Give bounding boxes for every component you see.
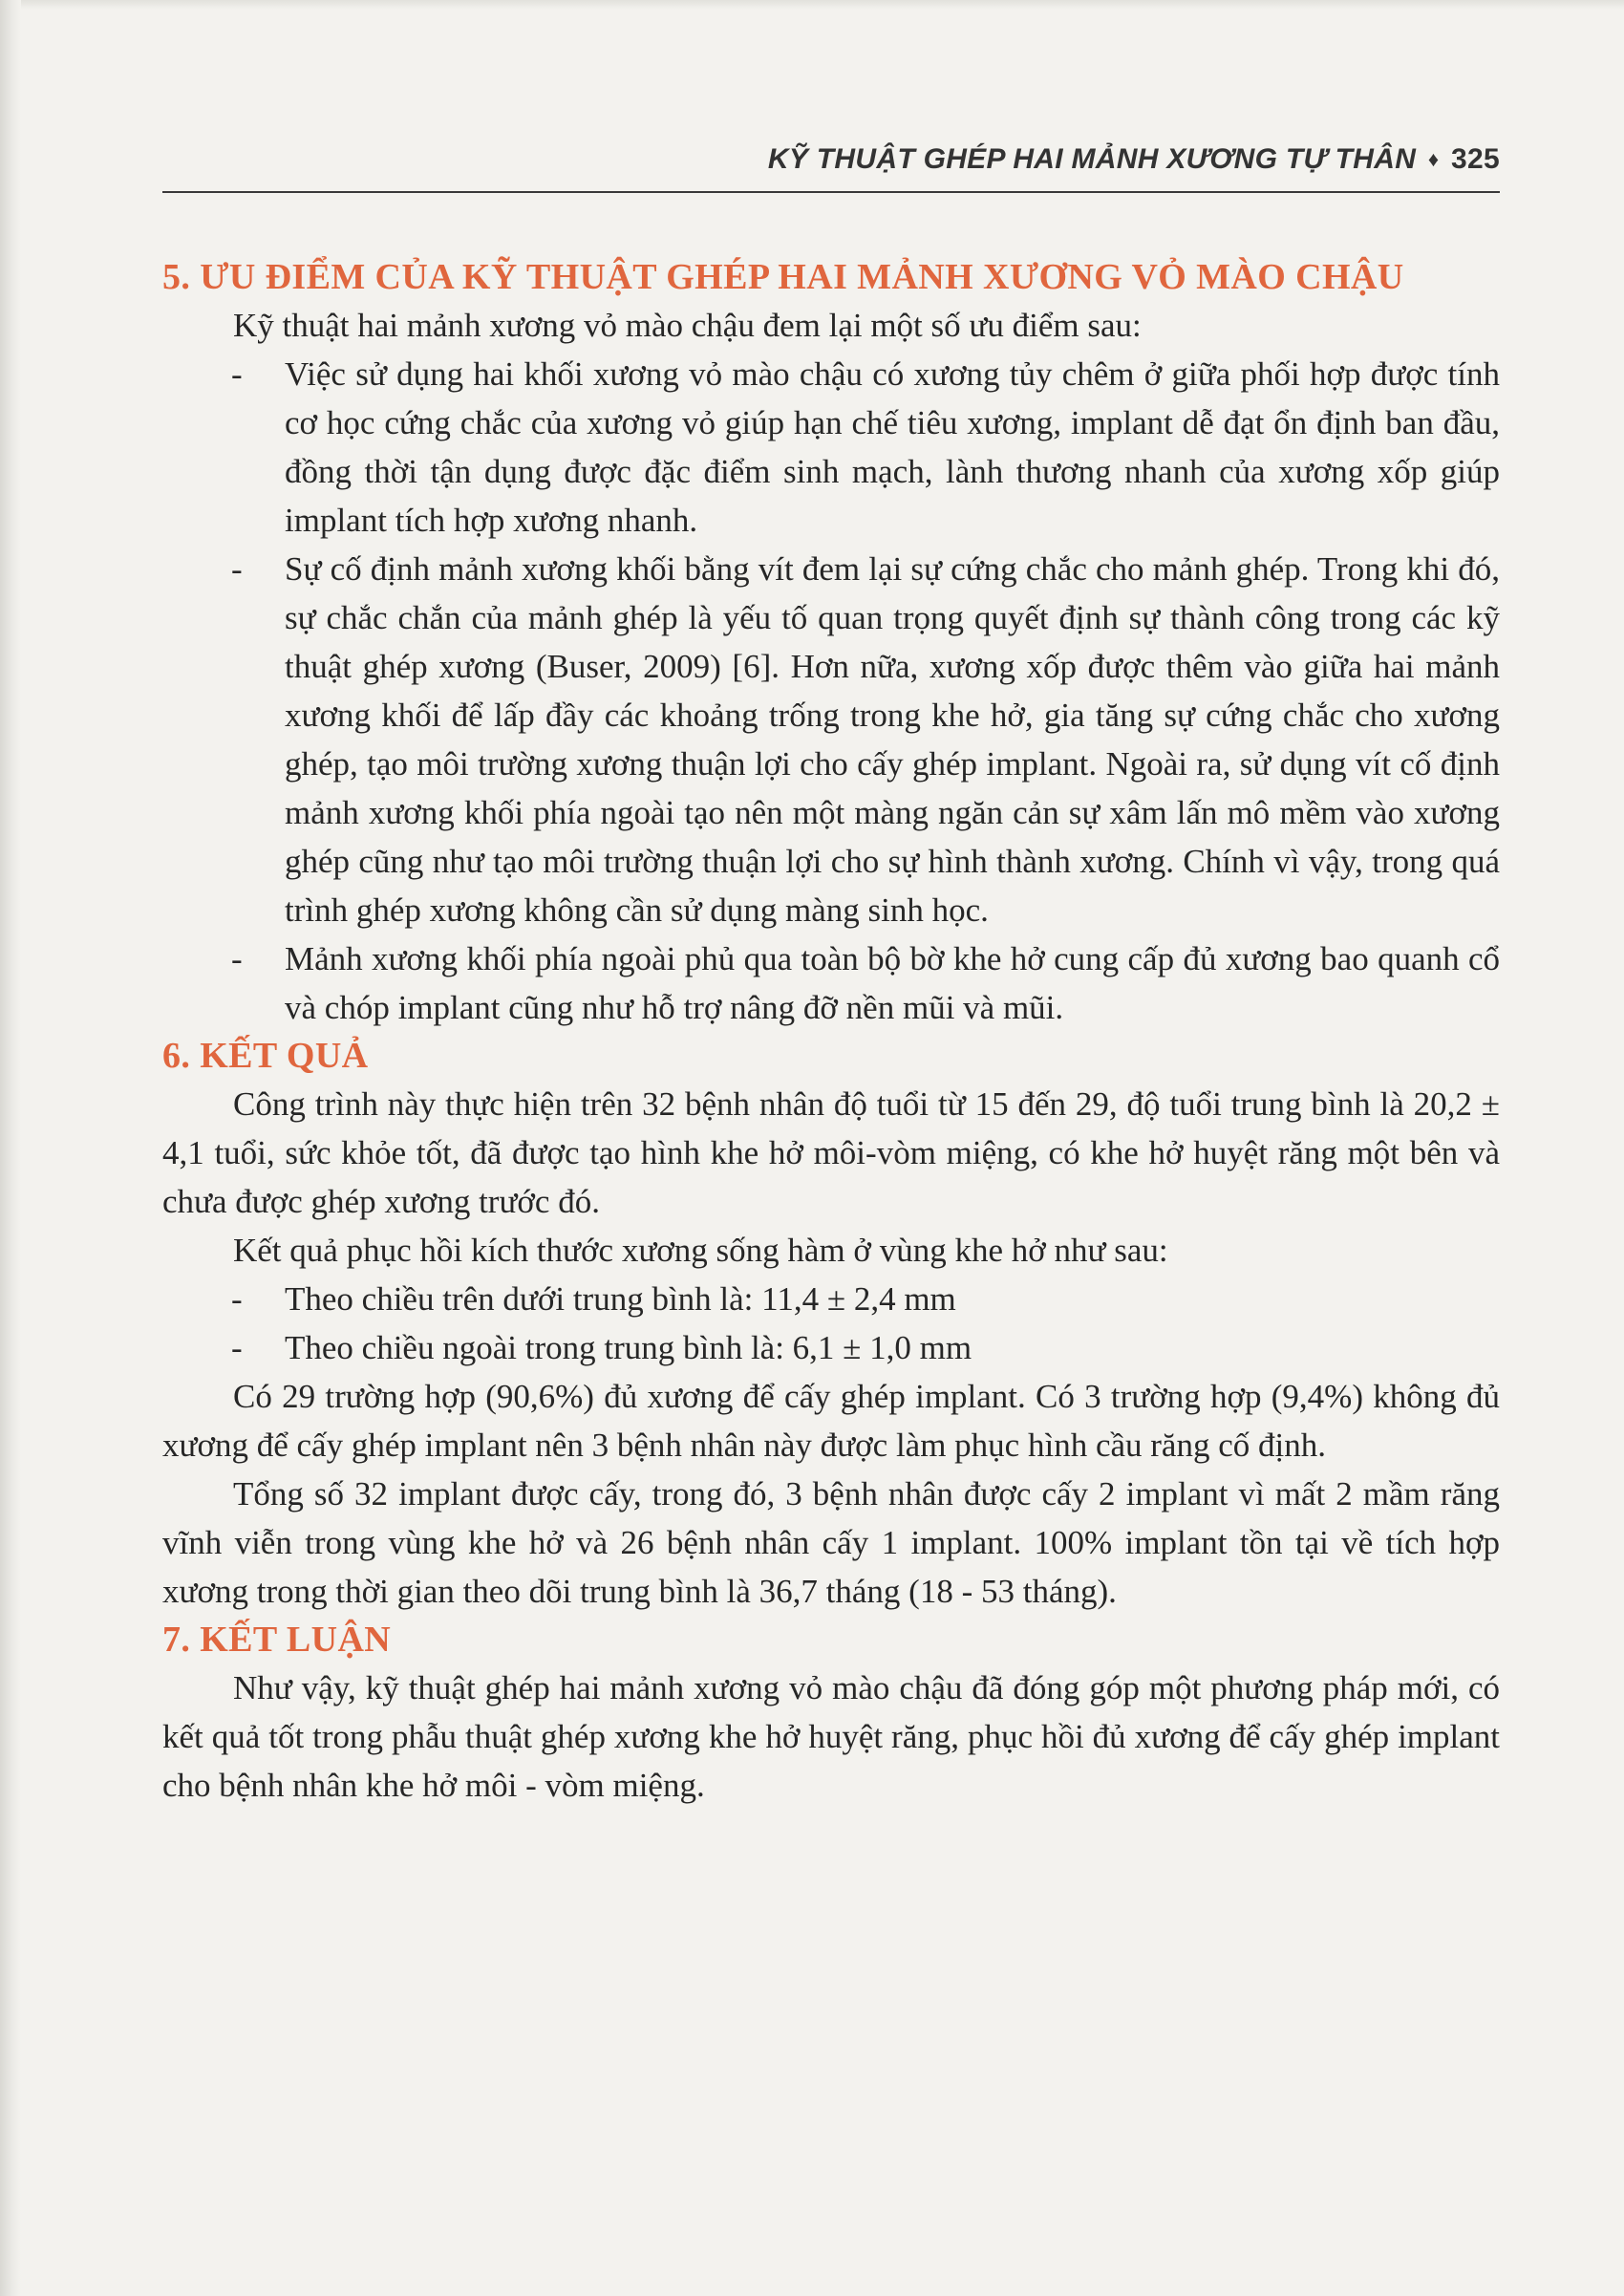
dash-bullet: - [231,1329,243,1366]
list-item-text: Việc sử dụng hai khối xương vỏ mào chậu có xương tủy chêm ở giữa phối hợp được tính cơ học cứng chắc của xương vỏ giúp hạn chế tiêu xương, implant dễ đạt ổn định ban đầu, đồng thời tận dụng được đặc điểm sinh mạch, lành thương nhanh của xương xốp giúp implant tích hợp xương nhanh. [285,355,1500,539]
running-header-title: KỸ THUẬT GHÉP HAI MẢNH XƯƠNG TỰ THÂN [767,143,1417,175]
section-7-paragraph-1: Như vậy, kỹ thuật ghép hai mảnh xương vỏ mào chậu đã đóng góp một phương pháp mới, có kết quả tốt trong phẫu thuật ghép xương khe hở huyệt răng, phục hồi đủ xương để cấy ghép implant cho bệnh nhân khe hở môi - vòm miệng. [162,1669,1500,1804]
section-5-advantages-list [162,350,1500,1032]
diamond-separator-icon: ♦ [1427,147,1440,171]
dash-bullet: - [231,940,243,977]
dash-bullet: - [231,355,243,393]
page-binding-edge [0,0,21,2296]
section-5-intro: Kỹ thuật hai mảnh xương vỏ mào chậu đem lại một số ưu điểm sau: [233,307,1142,344]
section-6-paragraph-2: Kết quả phục hồi kích thước xương sống hàm ở vùng khe hở như sau: [233,1232,1168,1269]
list-item [162,350,1500,545]
list-item [162,1323,1500,1372]
list-item-text: Sự cố định mảnh xương khối bằng vít đem lại sự cứng chắc cho mảnh ghép. Trong khi đó, sự chắc chắn của mảnh ghép là yếu tố quan trọng quyết định sự thành công trong các kỹ thuật ghép xương (Buser, 2009) [6]. Hơn nữa, xương xốp được thêm vào giữa hai mảnh xương khối để lấp đầy các khoảng trống trong khe hở, gia tăng sự cứng chắc cho xương ghép, tạo môi trường xương thuận lợi cho cấy ghép implant. Ngoài ra, sử dụng vít cố định mảnh xương khối phía ngoài tạo nên một màng ngăn cản sự xâm lấn mô mềm vào xương ghép cũng như tạo môi trường thuận lợi cho sự hình thành xương. Chính vì vậy, trong quá trình ghép xương không cần sử dụng màng sinh học. [285,550,1500,929]
list-item-text: Mảnh xương khối phía ngoài phủ qua toàn bộ bờ khe hở cung cấp đủ xương bao quanh cổ và chóp implant cũng như hỗ trợ nâng đỡ nền mũi và mũi. [285,940,1500,1026]
list-item-text: Theo chiều trên dưới trung bình là: 11,4 ± 2,4 mm [285,1280,956,1318]
page-number: 325 [1451,143,1500,175]
section-6-paragraph-3: Có 29 trường hợp (90,6%) đủ xương để cấy ghép implant. Có 3 trường hợp (9,4%) không đủ xương để cấy ghép implant nên 3 bệnh nhân này được làm phục hình cầu răng cố định. [162,1378,1500,1464]
dash-bullet: - [231,1280,243,1318]
section-5-heading: 5. ƯU ĐIỂM CỦA KỸ THUẬT GHÉP HAI MẢNH XƯƠNG VỎ MÀO CHẬU [162,257,1404,297]
section-6-paragraph-1: Công trình này thực hiện trên 32 bệnh nhân độ tuổi từ 15 đến 29, độ tuổi trung bình là 20,2 ± 4,1 tuổi, sức khỏe tốt, đã được tạo hình khe hở môi-vòm miệng, có khe hở huyệt răng một bên và chưa được ghép xương trước đó. [162,1085,1500,1220]
page-top-edge [0,0,1624,10]
running-header [162,143,1500,193]
section-6-heading: 6. KẾT QUẢ [162,1036,369,1076]
section-6-paragraph-4: Tổng số 32 implant được cấy, trong đó, 3 bệnh nhân được cấy 2 implant vì mất 2 mầm răng vĩnh viễn trong vùng khe hở và 26 bệnh nhân cấy 1 implant. 100% implant tồn tại về tích hợp xương trong thời gian theo dõi trung bình là 36,7 tháng (18 - 53 tháng). [162,1475,1500,1610]
section-7-heading: 7. KẾT LUẬN [162,1620,392,1660]
page-content [162,253,1500,1810]
dash-bullet: - [231,550,243,588]
list-item [162,545,1500,934]
section-6-results-list [162,1275,1500,1372]
list-item [162,1275,1500,1323]
list-item-text: Theo chiều ngoài trong trung bình là: 6,1 ± 1,0 mm [285,1329,972,1366]
list-item [162,934,1500,1032]
